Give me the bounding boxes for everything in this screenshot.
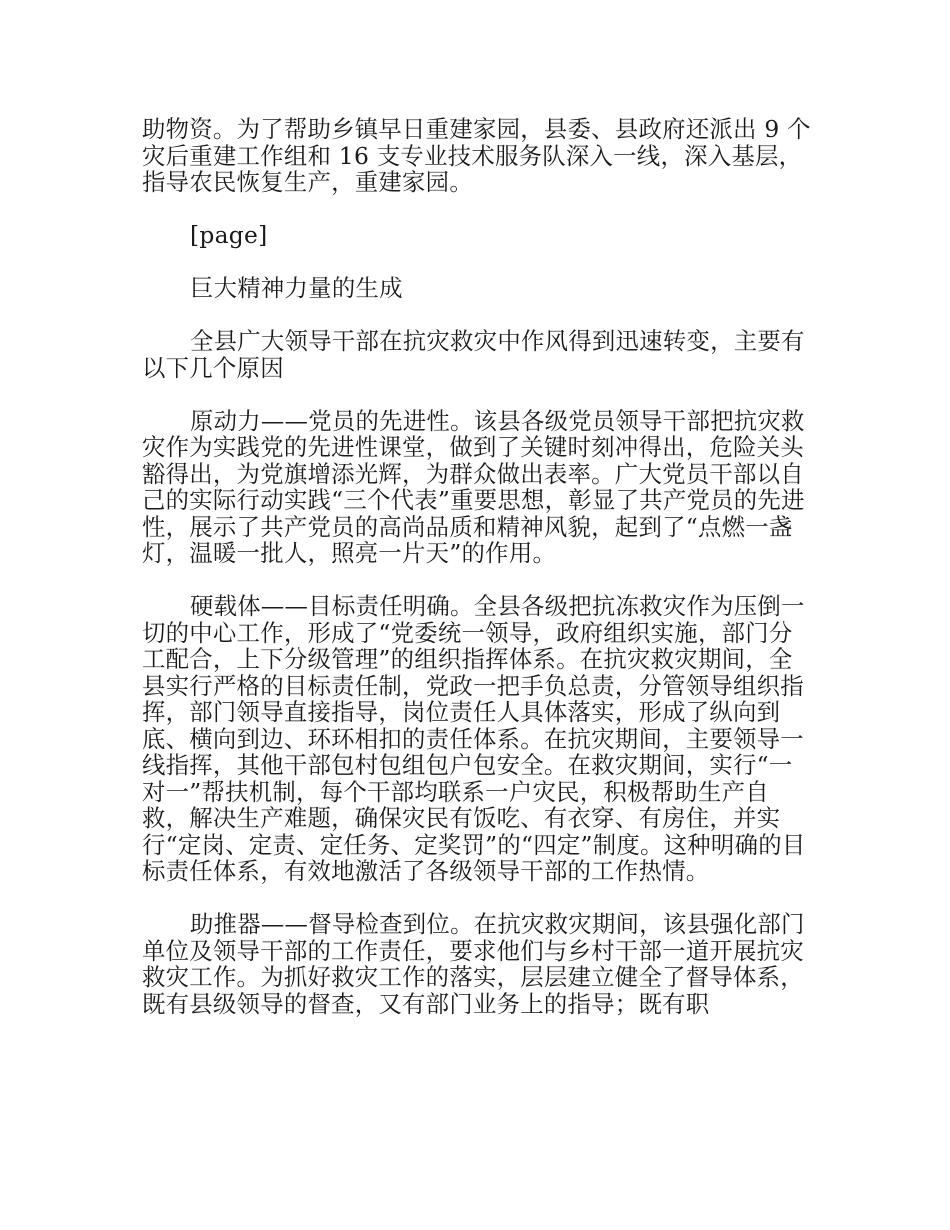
paragraph-motivation: 原动力——党员的先进性。该县各级党员领导干部把抗灾救灾作为实践党的先进性课堂，做到了关键时刻冲得出，危险关头豁得出，为党旗增添光辉，为群众做出表率。广大党员干部以自己的实际行动实践“三个代表”重要思想，彰显了共产党员的先进性，展示了共产党员的高尚品质和精神风貌，起到了“点燃一盏灯，温暖一批人，照亮一片天”的作用。 xyxy=(142,406,805,567)
paragraph-responsibility: 硬载体——目标责任明确。全县各级把抗冻救灾作为压倒一切的中心工作，形成了“党委统一领导，政府组织实施，部门分工配合，上下分级管理”的组织指挥体系。在抗灾救灾期间，全县实行严格的目标责任制，党政一把手负总责，分管领导组织指挥，部门领导直接指导，岗位责任人具体落实，形成了纵向到底、横向到边、环环相扣的责任体系。在抗灾期间，主要领导一线指挥，其他干部包村包组包户包安全。在救灾期间，实行“一对一”帮扶机制，每个干部均联系一户灾民，积极帮助生产自救，解决生产难题，确保灾民有饭吃、有衣穿、有房住，并实行“定岗、定责、定任务、定奖罚”的“四定”制度。这种明确的目标责任体系，有效地激活了各级领导干部的工作热情。 xyxy=(142,592,806,885)
paragraph-intro-reasons: 全县广大领导干部在抗灾救灾中作风得到迅速转变，主要有以下几个原因 xyxy=(142,327,805,382)
section-heading: 巨大精神力量的生成 xyxy=(190,274,403,302)
document-body xyxy=(142,116,814,1017)
paragraph-relief-continuation: 助物资。为了帮助乡镇早日重建家园，县委、县政府还派出 9 个灾后重建工作组和 16 支专业技术服务队深入一线，深入基层，指导农民恢复生产，重建家园。 xyxy=(142,115,811,196)
page-marker: [page] xyxy=(190,221,268,249)
paragraph-supervision: 助推器——督导检查到位。在抗灾救灾期间，该县强化部门单位及领导干部的工作责任，要求他们与乡村干部一道开展抗灾救灾工作。为抓好救灾工作的落实，层层建立健全了督导体系，既有县级领导的督查，又有部门业务上的指导；既有职 xyxy=(142,910,805,1018)
